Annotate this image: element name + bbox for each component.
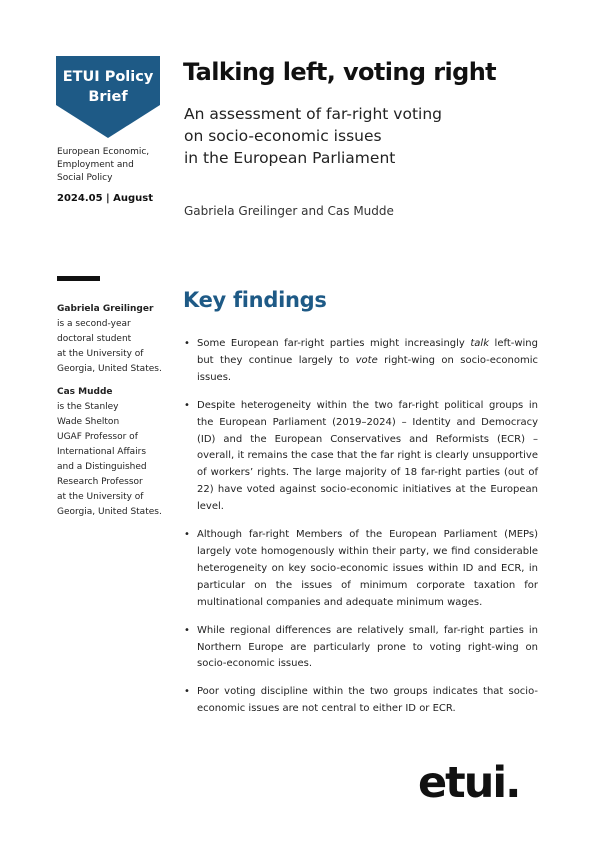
- finding-text: While regional differences are relatively small, far-right parties in Northern Europe are particularly prone to voting right-wing on socio-economic issues.: [197, 624, 538, 670]
- issue-number-date: 2024.05 | August: [57, 193, 154, 204]
- authors-line: Gabriela Greilinger and Cas Mudde: [184, 204, 394, 218]
- author-bio: [57, 302, 169, 377]
- series-name: European Economic, Employment and Social Policy: [57, 147, 150, 183]
- author-description: is the Stanley Wade Shelton UGAF Professor of International Affairs and a Distinguished Research Professor at the University of Georgia, United States.: [57, 402, 162, 517]
- author-name: Cas Mudde: [57, 387, 113, 397]
- key-findings-heading: Key findings: [183, 288, 327, 312]
- key-findings-list: [184, 336, 538, 729]
- finding-text: Some European far-right parties might increasingly: [197, 338, 471, 349]
- sidebar-divider: [57, 276, 100, 281]
- key-finding-item: [184, 684, 538, 718]
- author-bio: [57, 385, 169, 520]
- finding-text: Despite heterogeneity within the two far-right political groups in the European Parliament (2019–2024) – Identity and Democracy (ID) and the European Conservatives and Reformists (ECR) – overall, it remains the case that the far right is clearly unsupportive of workers’ rights. The large majority of 18 far-right parties (out of 22) have voted against socio-economic initiatives at the European level.: [197, 399, 538, 513]
- document-title: Talking left, voting right: [183, 58, 497, 86]
- emphasized-text: vote: [355, 354, 378, 366]
- bullet-marker: •: [184, 529, 190, 541]
- key-finding-item: [184, 336, 538, 387]
- key-finding-item: [184, 398, 538, 516]
- author-description: is a second-year doctoral student at the University of Georgia, United States.: [57, 319, 162, 374]
- bullet-marker: •: [184, 338, 190, 349]
- etui-logo: etui.: [418, 758, 520, 808]
- bullet-marker: •: [184, 686, 190, 698]
- author-bios: [57, 302, 169, 528]
- key-finding-item: [184, 527, 538, 612]
- bullet-marker: •: [184, 624, 190, 636]
- finding-text: Poor voting discipline within the two groups indicates that socio-economic issues are not central to either ID or ECR.: [197, 686, 538, 715]
- author-name: Gabriela Greilinger: [57, 304, 154, 314]
- policy-brief-badge: [56, 56, 160, 138]
- finding-text: right-wing on socio-economic issues.: [197, 354, 538, 383]
- finding-text: left-wing but they continue largely to: [197, 338, 538, 366]
- emphasized-text: talk: [470, 338, 489, 349]
- key-finding-item: [184, 623, 538, 674]
- finding-text: Although far-right Members of the European Parliament (MEPs) largely vote homogenously within their party, we find considerable heterogeneity on key socio-economic issues within ID and ECR, in particular on the issues of minimum corporate taxation for multinational companies and adequate minimum wages.: [197, 529, 538, 608]
- badge-label: ETUI Policy Brief: [62, 69, 154, 105]
- bullet-marker: •: [184, 399, 190, 411]
- document-subtitle: An assessment of far-right voting on socio-economic issues in the European Parliament: [184, 105, 442, 167]
